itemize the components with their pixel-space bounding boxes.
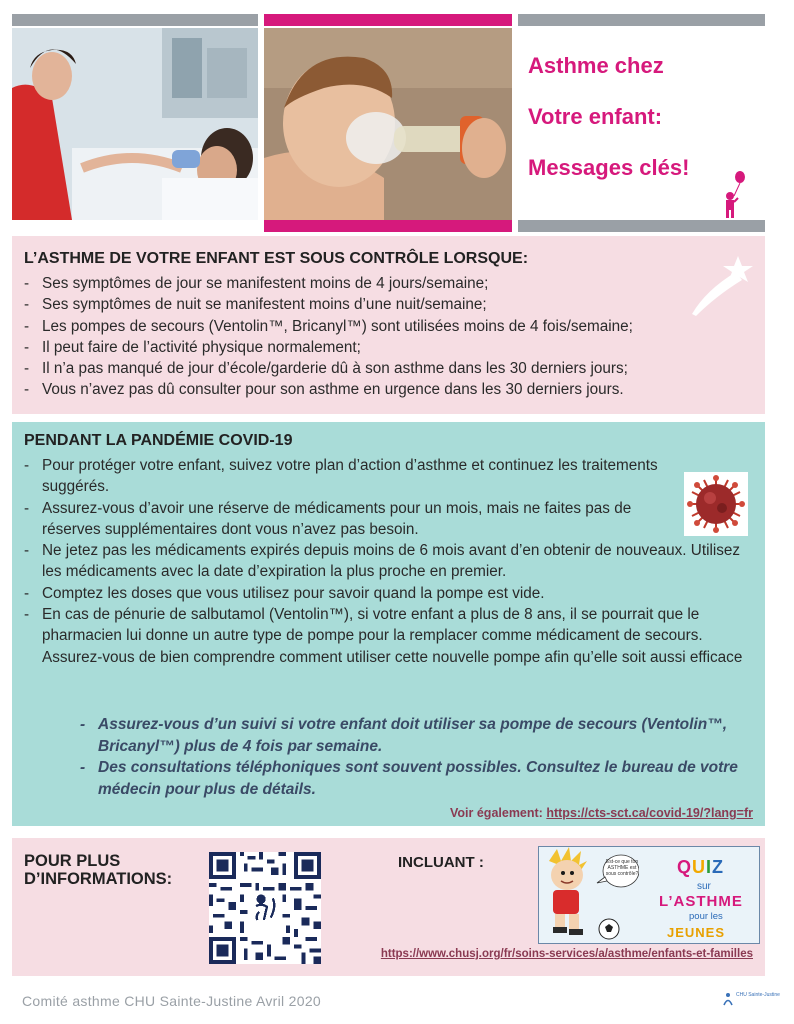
control-list xyxy=(22,273,757,401)
covid-list xyxy=(22,455,743,668)
covid-item: - Ne jetez pas les médicaments expirés depuis moins de 6 mois avant d’en obtenir de nouveaux. Utilisez les médicaments avec la date d’expiration la plus proche en premier. xyxy=(22,540,752,583)
see-also-label: Voir également: xyxy=(450,806,543,820)
quiz-letter-q: Q xyxy=(677,857,693,877)
see-also xyxy=(450,806,753,820)
control-heading: L’ASTHME DE VOTRE ENFANT EST SOUS CONTRÔLE LORSQUE: xyxy=(24,250,529,267)
including-label: INCLUANT : xyxy=(398,854,484,871)
quiz-jeunes: JEUNES xyxy=(667,925,726,940)
quiz-card[interactable] xyxy=(538,846,760,944)
covid-bold-list xyxy=(78,714,738,800)
top-gray-bar-left xyxy=(12,14,258,26)
control-item: - Ses symptômes de nuit se manifestent moins d’une nuit/semaine; xyxy=(22,294,757,315)
top-magenta-bar xyxy=(264,14,512,26)
chusj-logo xyxy=(722,990,782,1016)
control-item: - Il peut faire de l’activité physique normalement; xyxy=(22,337,757,358)
covid-item: - Comptez les doses que vous utilisez pour savoir quand la pompe est vide. xyxy=(22,583,682,604)
top-gray-bar-right xyxy=(518,14,765,26)
covid-item: - Assurez-vous d’avoir une réserve de médicaments pour un mois, mais ne faites pas de réserves supplémentaires dont vous n’avez pas besoin. xyxy=(22,498,682,541)
qr-code[interactable] xyxy=(209,852,321,964)
chusj-logo-text: CHU Sainte-Justine xyxy=(736,992,780,998)
footer-committee: Comité asthme CHU Sainte-Justine Avril 2020 xyxy=(22,993,321,1009)
control-panel xyxy=(12,236,765,414)
info-label-line1: POUR PLUS xyxy=(24,852,121,870)
quiz-title xyxy=(677,857,724,878)
covid-heading: PENDANT LA PANDÉMIE COVID-19 xyxy=(24,432,293,449)
coronavirus-image xyxy=(684,472,748,536)
covid-item: - En cas de pénurie de salbutamol (Ventolin™), si votre enfant a plus de 8 ans, il se pourrait que le pharmacien lui donne un autre type de pompe pour la remplacer comme médicament de secours. Assurez-vous de bien comprendre comment utiliser cette nouvelle pompe afin qu’elle soit aussi efficace xyxy=(22,604,752,668)
covid-bold-item: - Des consultations téléphoniques sont souvent possibles. Consultez le bureau de votre médecin pour plus de détails. xyxy=(78,757,738,800)
title-line-2: Votre enfant: xyxy=(528,104,663,129)
quiz-pour-les: pour les xyxy=(689,911,723,922)
control-item: - Ses symptômes de jour se manifestent moins de 4 jours/semaine; xyxy=(22,273,757,294)
balloon-child-icon xyxy=(718,170,748,220)
title-line-3: Messages clés! xyxy=(528,155,690,180)
bottom-gray-bar xyxy=(518,220,765,232)
title-line-1: Asthme chez xyxy=(528,53,664,78)
photo-child-inhaler xyxy=(264,28,512,220)
info-label-line2: D’INFORMATIONS: xyxy=(24,870,173,888)
control-item: - Les pompes de secours (Ventolin™, Bricanyl™) sont utilisées moins de 4 fois/semaine; xyxy=(22,316,757,337)
bottom-magenta-bar xyxy=(264,220,512,232)
quiz-asthme: L’ASTHME xyxy=(659,893,743,910)
info-url-link[interactable]: https://www.chusj.org/fr/soins-services/a/asthme/enfants-et-familles xyxy=(380,948,753,960)
quiz-sur: sur xyxy=(697,881,711,892)
covid-item: - Pour protéger votre enfant, suivez votre plan d’action d’asthme et continuez les traitements suggérés. xyxy=(22,455,682,498)
control-item: - Vous n’avez pas dû consulter pour son asthme en urgence dans les 30 derniers jours. xyxy=(22,379,757,400)
control-item: - Il n’a pas manqué de jour d’école/garderie dû à son asthme dans les 30 derniers jours; xyxy=(22,358,757,379)
info-panel xyxy=(12,838,765,976)
quiz-letter-i: I xyxy=(706,857,713,877)
photo-nurse-child xyxy=(12,28,258,220)
shooting-star-icon xyxy=(686,250,756,320)
covid-panel xyxy=(12,422,765,826)
see-also-link[interactable]: https://cts-sct.ca/covid-19/?lang=fr xyxy=(546,806,753,820)
quiz-letter-u: U xyxy=(692,857,707,877)
covid-bold-item: - Assurez-vous d’un suivi si votre enfant doit utiliser sa pompe de secours (Ventolin™, Bricanyl™) plus de 4 fois par semaine. xyxy=(78,714,738,757)
chusj-logo-icon xyxy=(722,992,734,1006)
quiz-bubble-text: Est-ce que ton ASTHME est sous contrôle? xyxy=(605,859,639,877)
quiz-letter-z: Z xyxy=(712,857,725,877)
